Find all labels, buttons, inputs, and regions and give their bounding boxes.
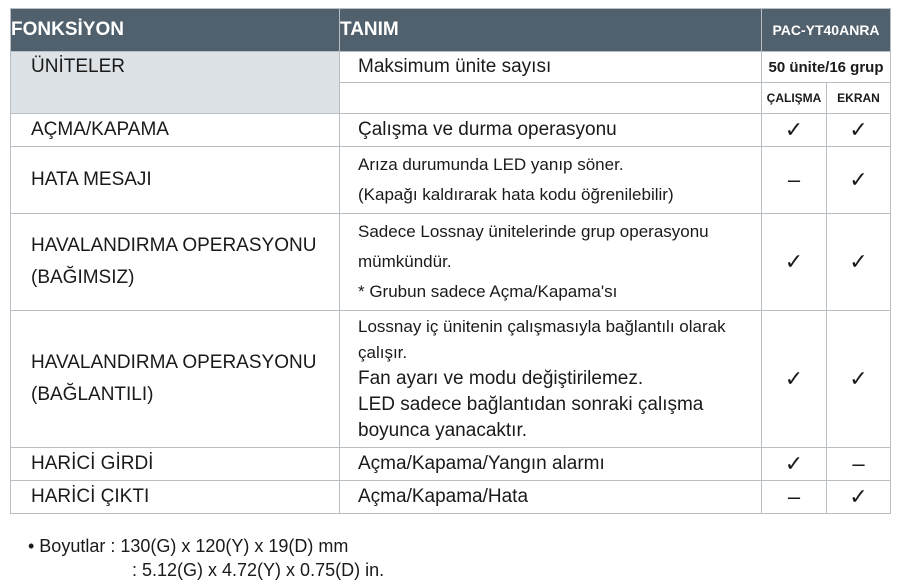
table-row xyxy=(11,448,891,481)
table-row xyxy=(11,214,891,311)
row-function xyxy=(11,481,340,514)
row-definition-line: Lossnay iç ünitenin çalışmasıyla bağlantılı olarak çalışır. xyxy=(358,317,726,362)
dimensions-mm: • Boyutlar : 130(G) x 120(Y) x 19(D) mm xyxy=(28,536,349,556)
spec-table xyxy=(10,8,891,514)
row-definition-line: Açma/Kapama/Yangın alarmı xyxy=(358,453,605,474)
sub-column-display: EKRAN xyxy=(827,83,891,114)
display-check-icon: ✓ xyxy=(827,481,891,514)
operation-check-icon: ✓ xyxy=(762,311,827,448)
row-function-line: (BAĞIMSIZ) xyxy=(31,267,135,288)
row-function-line: HATA MESAJI xyxy=(31,169,152,190)
operation-dash-icon: – xyxy=(762,481,827,514)
table-row xyxy=(11,114,891,147)
sub-column-operation: ÇALIŞMA xyxy=(762,83,827,114)
table-row xyxy=(11,147,891,214)
row-definition-line: (Kapağı kaldırarak hata kodu öğrenilebilir) xyxy=(358,185,674,204)
row-function xyxy=(11,114,340,147)
row-function-line: (BAĞLANTILI) xyxy=(31,384,154,405)
row-definition-line: Arıza durumunda LED yanıp söner. xyxy=(358,155,624,174)
row-definition-line: LED sadece bağlantıdan sonraki çalışma xyxy=(358,394,704,415)
row-function-line: HAVALANDIRMA OPERASYONU xyxy=(31,235,317,256)
row-definition xyxy=(340,311,762,448)
row-definition-line: * Grubun sadece Açma/Kapama'sı xyxy=(358,282,618,301)
row-definition xyxy=(340,214,762,311)
row-definition-line: Açma/Kapama/Hata xyxy=(358,486,529,507)
header-model: PAC-YT40ANRA xyxy=(762,9,891,52)
row-definition-line: mümkündür. xyxy=(358,252,452,271)
row-function xyxy=(11,311,340,448)
display-dash-icon: – xyxy=(827,448,891,481)
row-function xyxy=(11,147,340,214)
dimensions-in: : 5.12(G) x 4.72(Y) x 0.75(D) in. xyxy=(132,560,385,580)
row-function-line: HAVALANDIRMA OPERASYONU xyxy=(31,352,317,373)
row-function-line: HARİCİ ÇIKTI xyxy=(31,486,150,507)
row-definition xyxy=(340,481,762,514)
row-function-line: AÇMA/KAPAMA xyxy=(31,119,169,140)
row-definition xyxy=(340,114,762,147)
units-function xyxy=(11,52,340,114)
header-function: FONKSİYON xyxy=(11,9,340,52)
display-check-icon: ✓ xyxy=(827,147,891,214)
display-check-icon: ✓ xyxy=(827,311,891,448)
units-definition: Maksimum ünite sayısı xyxy=(340,52,762,83)
dimensions-note xyxy=(28,534,384,582)
row-function-line: HARİCİ GİRDİ xyxy=(31,453,154,474)
row-definition-line: Sadece Lossnay ünitelerinde grup operasyonu xyxy=(358,222,709,241)
row-definition-line: Çalışma ve durma operasyonu xyxy=(358,119,617,140)
row-function xyxy=(11,448,340,481)
operation-dash-icon: – xyxy=(762,147,827,214)
header-definition: TANIM xyxy=(340,9,762,52)
display-check-icon: ✓ xyxy=(827,214,891,311)
row-definition-line: Fan ayarı ve modu değiştirilemez. xyxy=(358,368,644,389)
row-definition xyxy=(340,448,762,481)
units-value: 50 ünite/16 grup xyxy=(762,52,891,83)
units-function-label: ÜNİTELER xyxy=(31,56,125,77)
table-row xyxy=(11,481,891,514)
row-definition xyxy=(340,147,762,214)
operation-check-icon: ✓ xyxy=(762,448,827,481)
operation-check-icon: ✓ xyxy=(762,214,827,311)
row-function xyxy=(11,214,340,311)
display-check-icon: ✓ xyxy=(827,114,891,147)
units-row xyxy=(11,52,891,83)
table-row xyxy=(11,311,891,448)
sub-column-spacer xyxy=(340,83,762,114)
operation-check-icon: ✓ xyxy=(762,114,827,147)
row-definition-line: boyunca yanacaktır. xyxy=(358,420,527,441)
table-header-row xyxy=(11,9,891,52)
